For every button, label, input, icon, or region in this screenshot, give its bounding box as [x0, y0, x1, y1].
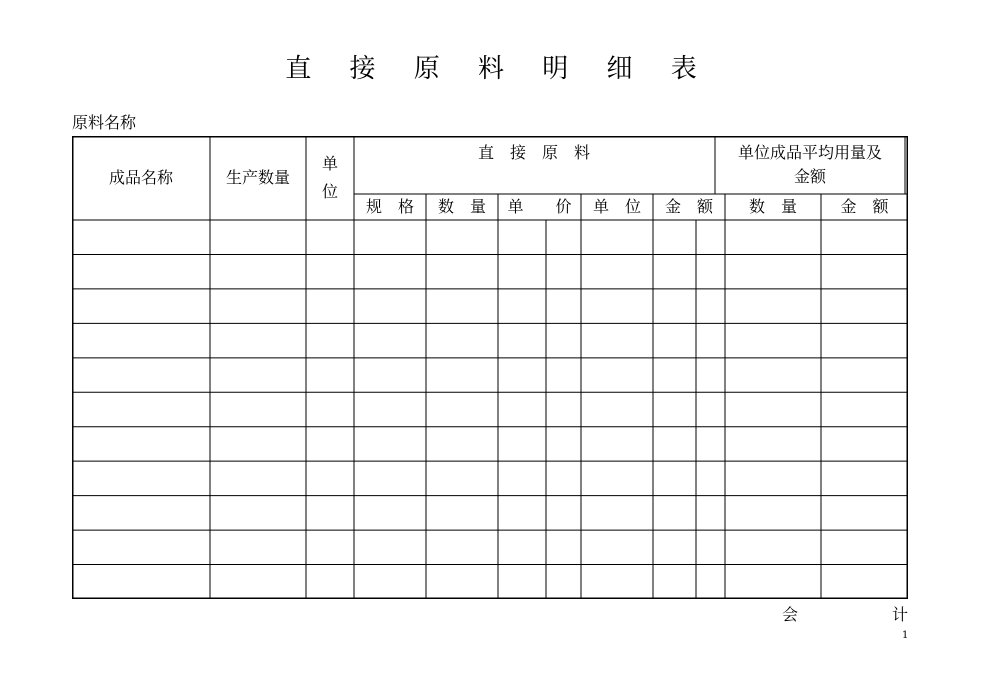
accounting-label-left: 会 — [782, 605, 799, 624]
header-production-qty: 生产数量 — [225, 168, 290, 187]
direct-material-table — [72, 136, 908, 599]
header-quantity: 数 量 — [437, 197, 486, 216]
header-amount: 金 额 — [664, 197, 713, 216]
header-avg-amount: 金 额 — [840, 197, 889, 216]
header-unit: 单 位 — [321, 154, 338, 201]
header-unit-2: 单 位 — [592, 197, 641, 216]
header-avg-quantity: 数 量 — [748, 197, 797, 216]
material-name-label: 原料名称 — [72, 113, 137, 132]
header-avg-usage: 单位成品平均用量及 金额 — [737, 143, 882, 186]
accounting-label-right: 计 — [892, 605, 909, 624]
header-direct-material: 直 接 原 料 — [477, 143, 590, 162]
page-number: 1 — [902, 630, 909, 641]
header-product-name: 成品名称 — [108, 168, 173, 187]
page-title: 直 接 原 料 明 细 表 — [285, 54, 712, 84]
header-spec: 规 格 — [365, 197, 414, 216]
header-unit-price: 单 价 — [507, 197, 572, 216]
